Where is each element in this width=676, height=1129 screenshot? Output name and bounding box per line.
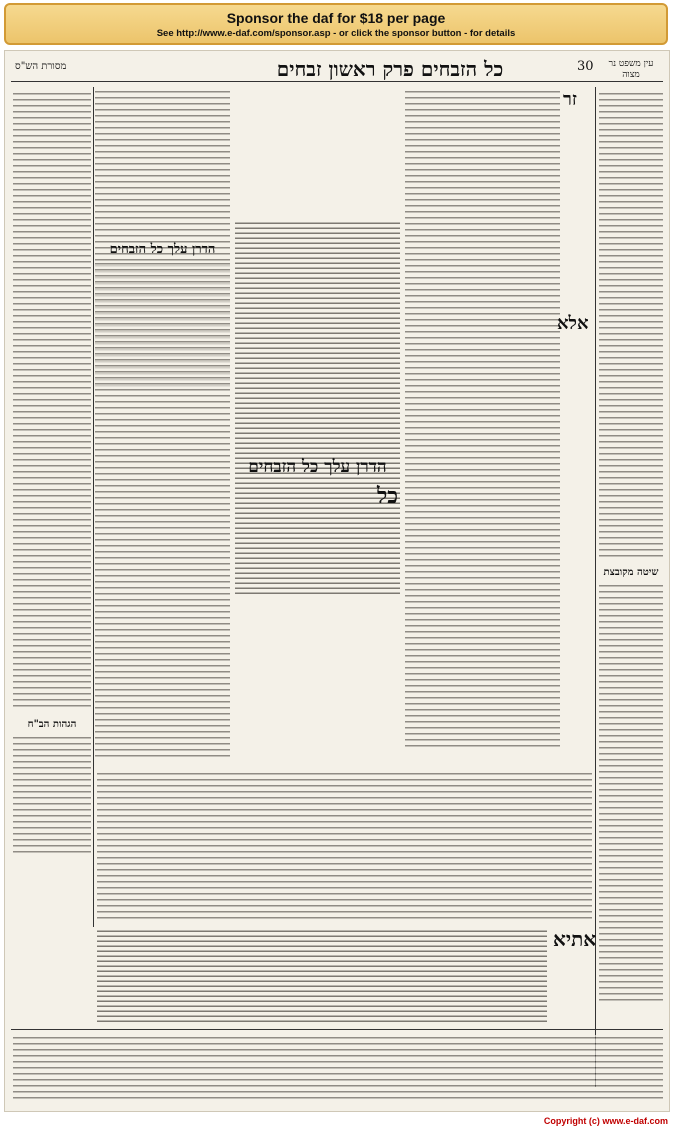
column-divider-left	[93, 87, 94, 927]
shita-mekubetzet-title: שיטה מקובצת	[603, 567, 659, 578]
shita-mekubetzet-column	[599, 583, 663, 1003]
ata-section-text	[97, 929, 547, 1024]
header-rule	[11, 81, 663, 82]
footnote-rule	[11, 1029, 663, 1030]
masoret-hashas-column	[13, 91, 91, 711]
rashi-alef-word: אלא	[557, 313, 589, 334]
footnotes-block	[13, 1035, 663, 1103]
page-number: 30	[577, 59, 594, 74]
rashi-opening-word: זר	[563, 89, 577, 110]
tosafot-column	[95, 261, 230, 761]
gemara-text-upper	[235, 221, 400, 596]
ata-opening-word: אתיא	[553, 927, 597, 951]
hagahot-habach-column	[13, 735, 91, 855]
hadran-heading-tosafot: הדרן עלך כל הזבחים	[109, 242, 216, 257]
ein-mishpat-column	[599, 91, 663, 561]
copyright-notice: Copyright (c) www.e-daf.com	[543, 1116, 668, 1126]
sponsor-subtitle[interactable]: See http://www.e-daf.com/sponsor.asp - or click the sponsor button - for details	[156, 28, 516, 39]
masoret-header: מסורת הש"ס	[15, 61, 67, 72]
hagahot-habach-title: הגהות הב"ח	[27, 719, 77, 730]
sponsor-title: Sponsor the daf for $18 per page	[226, 10, 446, 26]
talmud-page	[4, 50, 670, 1112]
rashi-column	[405, 89, 560, 749]
sponsor-banner[interactable]	[4, 3, 668, 45]
hadran-heading-main: הדרן עלך כל הזבחים	[248, 457, 387, 477]
tractate-header: כל הזבחים פרק ראשון זבחים	[276, 57, 504, 81]
ein-mishpat-header: עין משפט נר מצוה	[608, 59, 654, 80]
kol-opening-word: כל	[377, 483, 399, 509]
lower-commentary-block	[97, 771, 592, 921]
